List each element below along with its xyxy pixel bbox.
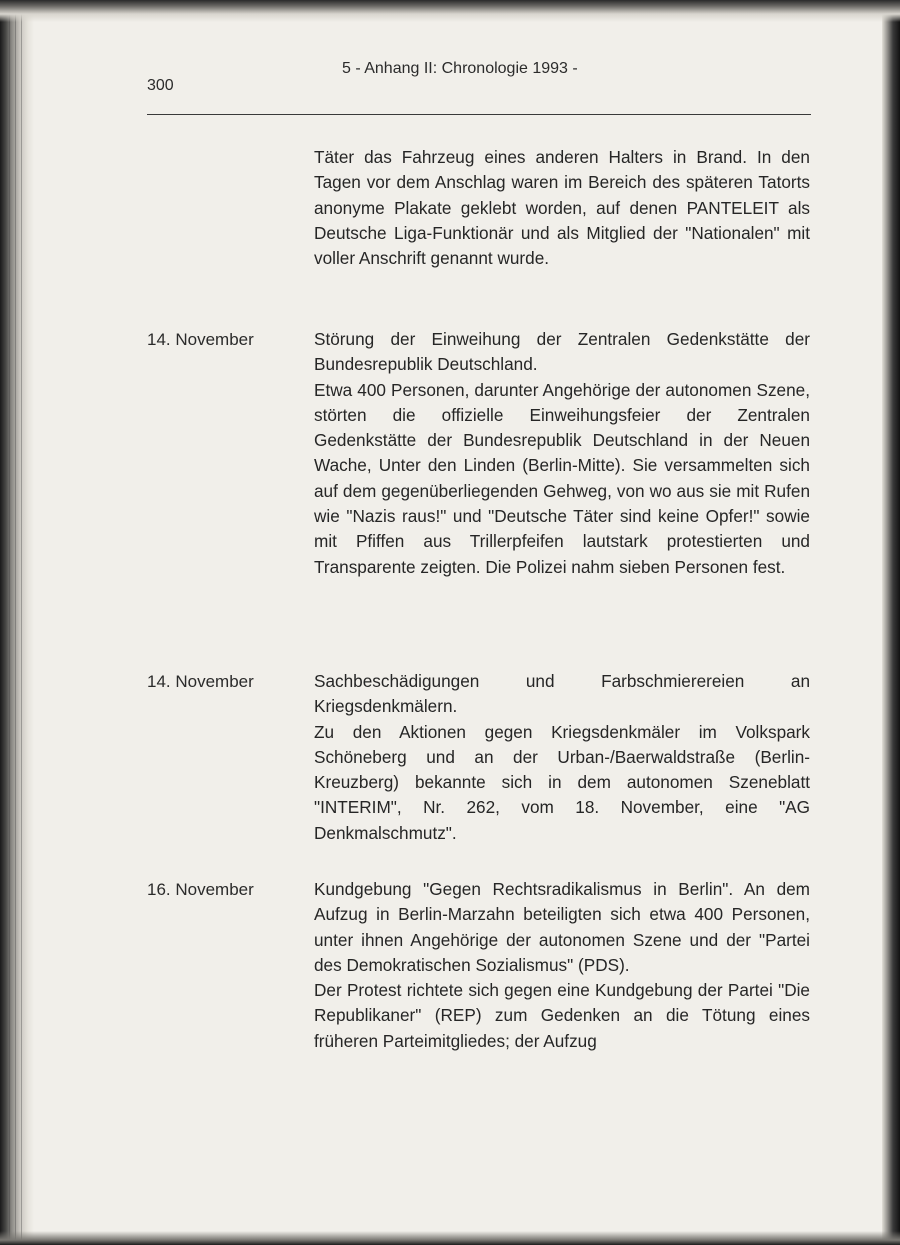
entry-heading: Sachbeschädigungen und Farbschmierereien an Kriegsdenkmälern. <box>314 671 810 717</box>
bottom-edge-shadow <box>0 1231 900 1245</box>
entry-text <box>314 327 810 580</box>
entry-text <box>314 877 810 1054</box>
continuation-text <box>314 145 810 271</box>
running-title: 5 - Anhang II: Chronologie 1993 - <box>342 60 578 77</box>
entry-text <box>314 669 810 846</box>
book-right-edge <box>882 0 900 1245</box>
entry-heading: Kundgebung "Gegen Rechtsradikalismus in Berlin". An dem Aufzug in Berlin-Marzahn beteiligten sich etwa 400 Personen, unter ihnen Angehörige der autonomen Szene und der "Partei des Demokratischen Sozialismus" (PDS). <box>314 879 810 975</box>
book-spine-shadow <box>0 0 34 1245</box>
entry-date: 14. November <box>147 672 254 691</box>
header-rule <box>147 114 811 115</box>
spine-line <box>21 0 22 1245</box>
paragraph: Der Protest richtete sich gegen eine Kundgebung der Partei "Die Republikaner" (REP) zum Gedenken an die Tötung eines früheren Parteimitgliedes; der Aufzug <box>314 980 810 1051</box>
entry-heading: Störung der Einweihung der Zentralen Gedenkstätte der Bundesrepublik Deutschland. <box>314 329 810 375</box>
spine-line <box>15 0 16 1245</box>
top-edge-shadow <box>0 0 900 22</box>
spine-line <box>9 0 10 1245</box>
paragraph: Täter das Fahrzeug eines anderen Halters in Brand. In den Tagen vor dem Anschlag waren im Bereich des späteren Tatorts anonyme Plakate geklebt worden, auf denen PANTELEIT als Deutsche Liga-Funktionär und als Mitglied der "Nationalen" mit voller Anschrift genannt wurde. <box>314 147 810 269</box>
entry-date: 16. November <box>147 880 254 899</box>
page-number: 300 <box>147 77 174 94</box>
paragraph: Zu den Aktionen gegen Kriegsdenkmäler im Volkspark Schöneberg und an der Urban-/Baerwaldstraße (Berlin-Kreuzberg) bekannte sich in dem autonomen Szeneblatt "INTERIM", Nr. 262, vom 18. November, eine "AG Denkmalschmutz". <box>314 721 810 843</box>
paragraph: Etwa 400 Personen, darunter Angehörige der autonomen Szene, störten die offizielle Einweihungsfeier der Zentralen Gedenkstätte der Bundesrepublik Deutschland in der Neuen Wache, Unter den Linden (Berlin-Mitte). Sie versammelten sich auf dem gegenüberliegenden Gehweg, von wo aus sie mit Rufen wie "Nazis raus!" und "Deutsche Täter sind keine Opfer!" sowie mit Pfiffen aus Trillerpfeifen lautstark protestierten und Transparente zeigten. Die Polizei nahm sieben Personen fest. <box>314 379 810 577</box>
entry-date: 14. November <box>147 330 254 349</box>
